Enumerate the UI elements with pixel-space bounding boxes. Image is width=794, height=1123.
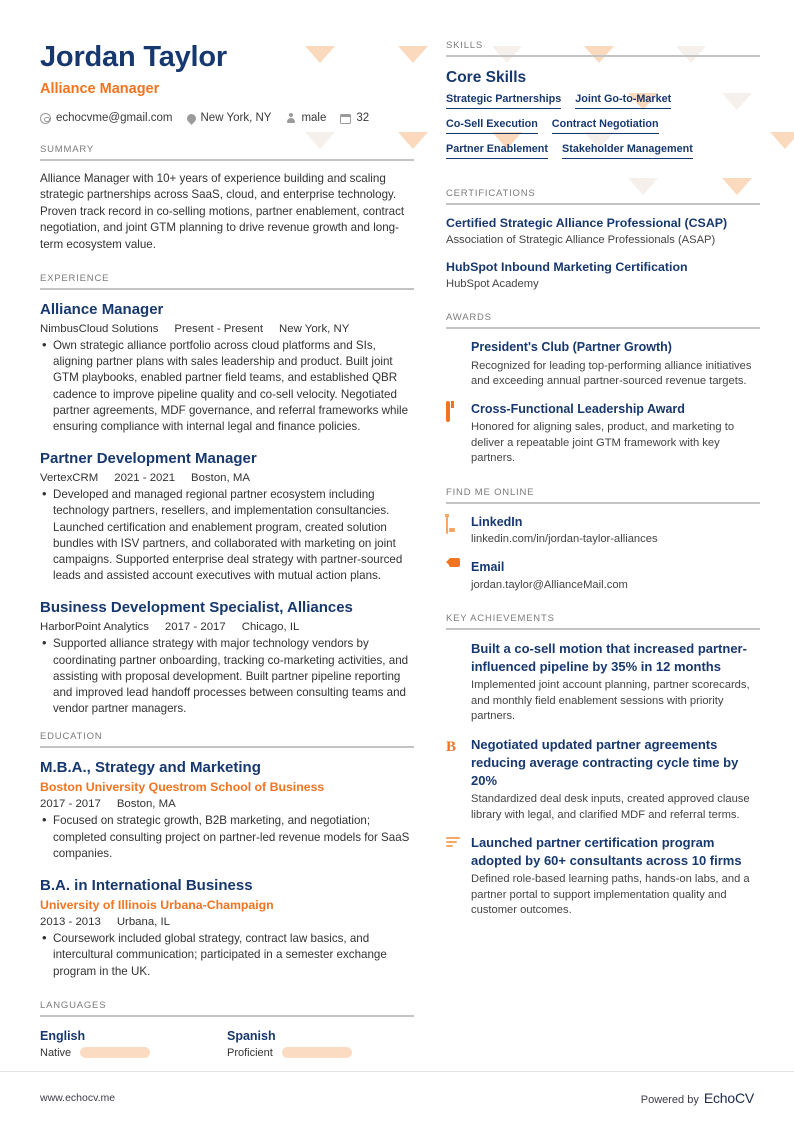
certification-issuer: HubSpot Academy <box>446 277 539 290</box>
awards-list <box>446 339 760 467</box>
online-profile-item[interactable] <box>446 559 760 593</box>
skill-chip: Stakeholder Management <box>562 143 693 159</box>
award-icon-wrap <box>446 403 461 419</box>
experience-list <box>40 300 414 717</box>
experience-location: Chicago, IL <box>241 621 300 634</box>
skill-chip: Partner Enablement <box>446 143 548 159</box>
section-header-find-me-online: FIND ME ONLINE <box>446 487 760 504</box>
linkedin-icon <box>446 515 448 534</box>
online-icon-wrap <box>446 561 461 577</box>
key-achievement-item <box>446 736 760 823</box>
experience-dates: Present - Present <box>174 323 264 336</box>
section-header-skills: SKILLS <box>446 40 760 57</box>
education-location: Urbana, IL <box>116 916 171 929</box>
experience-org: HarborPoint Analytics <box>40 621 149 634</box>
education-degree: M.B.A., Strategy and Marketing <box>40 759 261 777</box>
skill-chip: Strategic Partnerships <box>446 93 561 109</box>
left-column <box>40 40 440 1060</box>
experience-entry <box>40 449 414 584</box>
award-description: Recognized for leading top-performing alliance initiatives and exceeding annual partner-sourced revenue targets. <box>471 359 752 388</box>
experience-meta <box>40 621 414 633</box>
achievement-body <box>471 834 760 919</box>
experience-org: VertexCRM <box>40 472 99 485</box>
skill-chip: Co-Sell Execution <box>446 118 538 134</box>
section-header-experience: EXPERIENCE <box>40 273 414 290</box>
achievement-body <box>471 640 760 725</box>
achievement-body <box>471 736 760 823</box>
achievement-title: Built a co-sell motion that increased partner-influenced pipeline by 35% in 12 months <box>471 641 747 675</box>
section-header-key-achievements: KEY ACHIEVEMENTS <box>446 613 760 630</box>
online-value[interactable]: linkedin.com/in/jordan-taylor-alliances <box>471 533 658 546</box>
education-dates: 2013 - 2013 <box>40 916 101 929</box>
achievement-title: Negotiated updated partner agreements reducing average contracting cycle time by 20% <box>471 736 739 788</box>
online-label[interactable]: LinkedIn <box>471 514 523 529</box>
job-role-subtitle: Alliance Manager <box>40 81 160 97</box>
award-icon-wrap <box>446 341 461 357</box>
letter-b-icon: B <box>446 738 457 755</box>
language-item <box>227 1027 414 1059</box>
award-title: President's Club (Partner Growth) <box>471 340 672 354</box>
footer-url[interactable]: www.echocv.me <box>40 1091 116 1104</box>
education-dates: 2017 - 2017 <box>40 798 101 811</box>
footer-powered-by-label: Powered by <box>640 1093 699 1106</box>
education-entry <box>40 876 414 980</box>
at-icon <box>40 113 51 124</box>
experience-bullets <box>40 636 414 717</box>
experience-title: Partner Development Manager <box>40 450 257 468</box>
achievement-icon-wrap <box>446 642 461 658</box>
contact-gender-value: male <box>301 112 327 124</box>
education-entry <box>40 758 414 862</box>
experience-entry <box>40 300 414 435</box>
language-proficiency-bar <box>282 1047 352 1058</box>
award-body <box>471 401 760 467</box>
contact-age <box>340 112 369 124</box>
award-title: Cross-Functional Leadership Award <box>471 401 685 416</box>
contact-gender <box>285 112 326 124</box>
section-header-languages: LANGUAGES <box>40 1000 414 1017</box>
certification-name: HubSpot Inbound Marketing Certification <box>446 259 688 274</box>
experience-meta <box>40 323 414 335</box>
certification-issuer: Association of Strategic Alliance Professionals (ASAP) <box>446 234 716 246</box>
online-body <box>471 514 760 548</box>
achievement-description: Defined role-based learning paths, hands-on labs, and a partner portal to support implementation quality and customer outcomes. <box>471 873 750 917</box>
language-level-row <box>40 1047 227 1059</box>
award-description: Honored for aligning sales, product, and marketing to deliver a repeatable joint GTM framework with key partners. <box>471 421 735 465</box>
contact-row <box>40 112 414 124</box>
bookmark-icon <box>446 401 450 422</box>
calendar-icon <box>340 114 351 124</box>
location-pin-icon <box>185 112 198 125</box>
languages-list <box>40 1027 414 1059</box>
experience-bullets <box>40 487 414 584</box>
award-body <box>471 339 760 390</box>
language-name: Spanish <box>227 1028 276 1043</box>
experience-meta <box>40 472 414 484</box>
experience-title: Business Development Specialist, Alliances <box>40 599 353 617</box>
language-level: Native <box>40 1046 72 1059</box>
online-value[interactable]: jordan.taylor@AllianceMail.com <box>471 578 628 591</box>
experience-dates: 2021 - 2021 <box>114 472 176 485</box>
key-achievement-item <box>446 640 760 725</box>
experience-title: Alliance Manager <box>40 301 164 319</box>
award-item <box>446 401 760 467</box>
section-header-summary: SUMMARY <box>40 144 414 161</box>
skill-chip: Joint Go-to-Market <box>575 93 671 109</box>
education-meta <box>40 916 414 928</box>
certification-item <box>446 215 760 249</box>
award-item <box>446 339 760 390</box>
right-column <box>440 40 760 1060</box>
online-label[interactable]: Email <box>471 560 505 575</box>
education-school: Boston University Questrom School of Business <box>40 780 325 795</box>
education-bullets <box>40 931 414 980</box>
page-title: Jordan Taylor <box>40 41 228 73</box>
certifications-list <box>446 215 760 292</box>
education-bullets <box>40 813 414 862</box>
education-list <box>40 758 414 979</box>
experience-bullet: • Supported alliance strategy with major technology vendors by coordinating partner onboarding, tracking co-marketing activities, and assisting with proposal development. Built partner pipeline reporting and improved lead handoff processes between consulting teams and vendor partner managers. <box>40 636 414 717</box>
footer-powered-by <box>641 1090 754 1106</box>
experience-location: New York, NY <box>279 323 350 336</box>
contact-age-value: 32 <box>356 112 370 124</box>
education-location: Boston, MA <box>116 798 176 811</box>
skill-chip: Contract Negotiation <box>552 118 659 134</box>
contact-location <box>187 112 272 124</box>
online-body <box>471 559 760 593</box>
experience-bullets <box>40 338 414 435</box>
achievement-description: Standardized deal desk inputs, created approved clause library with legal, and clarified MDF and referral terms. <box>471 792 750 821</box>
online-profile-item[interactable] <box>446 514 760 548</box>
online-icon-wrap <box>446 516 461 532</box>
person-icon <box>285 113 296 124</box>
experience-location: Boston, MA <box>191 472 250 485</box>
footer-brand: EchoCV <box>703 1089 754 1106</box>
education-school: University of Illinois Urbana-Champaign <box>40 898 274 913</box>
footer <box>0 1071 794 1123</box>
summary-text: Alliance Manager with 10+ years of experience building and scaling strategic partnerships across SaaS, cloud, and enterprise technology. Proven track record in co-selling motions, partner enablement, contract negotiation, and joint GTM planning to drive revenue growth and long-term ecosystem value. <box>40 172 405 251</box>
find-me-online-list <box>446 514 760 593</box>
language-proficiency-bar <box>80 1047 150 1058</box>
education-bullet: • Coursework included global strategy, contract law basics, and intercultural communication; participated in a semester exchange program in the UK. <box>40 931 414 980</box>
key-achievement-item <box>446 834 760 919</box>
core-skills-group-title: Core Skills <box>446 69 527 86</box>
contact-email-value: echocvme@gmail.com <box>56 112 173 124</box>
language-level: Proficient <box>227 1046 273 1059</box>
experience-bullet: • Own strategic alliance portfolio across cloud platforms and SIs, aligning partner plans with sales leadership and product. Built joint GTM playbooks, enabled partner field teams, and established QBR cadence to improve pipeline quality and co-sell velocity. Negotiated partner agreements, MDF governance, and referral frameworks while ensuring compliance with internal legal and finance policies. <box>40 338 414 435</box>
experience-dates: 2017 - 2017 <box>164 621 226 634</box>
achievement-title: Launched partner certification program adopted by 60+ consultants across 10 firms <box>471 835 742 869</box>
experience-bullet: • Developed and managed regional partner ecosystem including technology partners, resellers, and implementation consultancies. Launched certification and enablement program, created solution bundles with ISV partners, and collaborated with marketing on joint campaigns. Supported enterprise deal strategy with partner-sourced leads and assisted account executives with mutual action plans. <box>40 487 414 584</box>
section-header-certifications: CERTIFICATIONS <box>446 188 760 205</box>
language-level-row <box>227 1047 414 1059</box>
experience-entry <box>40 598 414 717</box>
contact-location-value: New York, NY <box>200 112 272 124</box>
section-header-education: EDUCATION <box>40 731 414 748</box>
key-achievements-list <box>446 640 760 919</box>
education-bullet: • Focused on strategic growth, B2B marketing, and negotiation; completed consulting project on partner-led revenue models for SaaS companies. <box>40 813 414 862</box>
education-degree: B.A. in International Business <box>40 877 253 895</box>
achievement-icon-wrap <box>446 836 461 852</box>
section-header-awards: AWARDS <box>446 312 760 329</box>
achievement-icon-wrap <box>446 738 461 754</box>
experience-org: NimbusCloud Solutions <box>40 323 159 336</box>
language-name: English <box>40 1028 86 1043</box>
certification-name: Certified Strategic Alliance Professional (CSAP) <box>446 216 728 230</box>
language-item <box>40 1027 227 1059</box>
certification-item <box>446 259 760 293</box>
achievement-description: Implemented joint account planning, partner scorecards, and monthly field enablement sessions with priority partners. <box>471 679 750 723</box>
contact-email[interactable] <box>40 112 173 124</box>
skills-list <box>446 93 760 168</box>
education-meta <box>40 798 414 810</box>
